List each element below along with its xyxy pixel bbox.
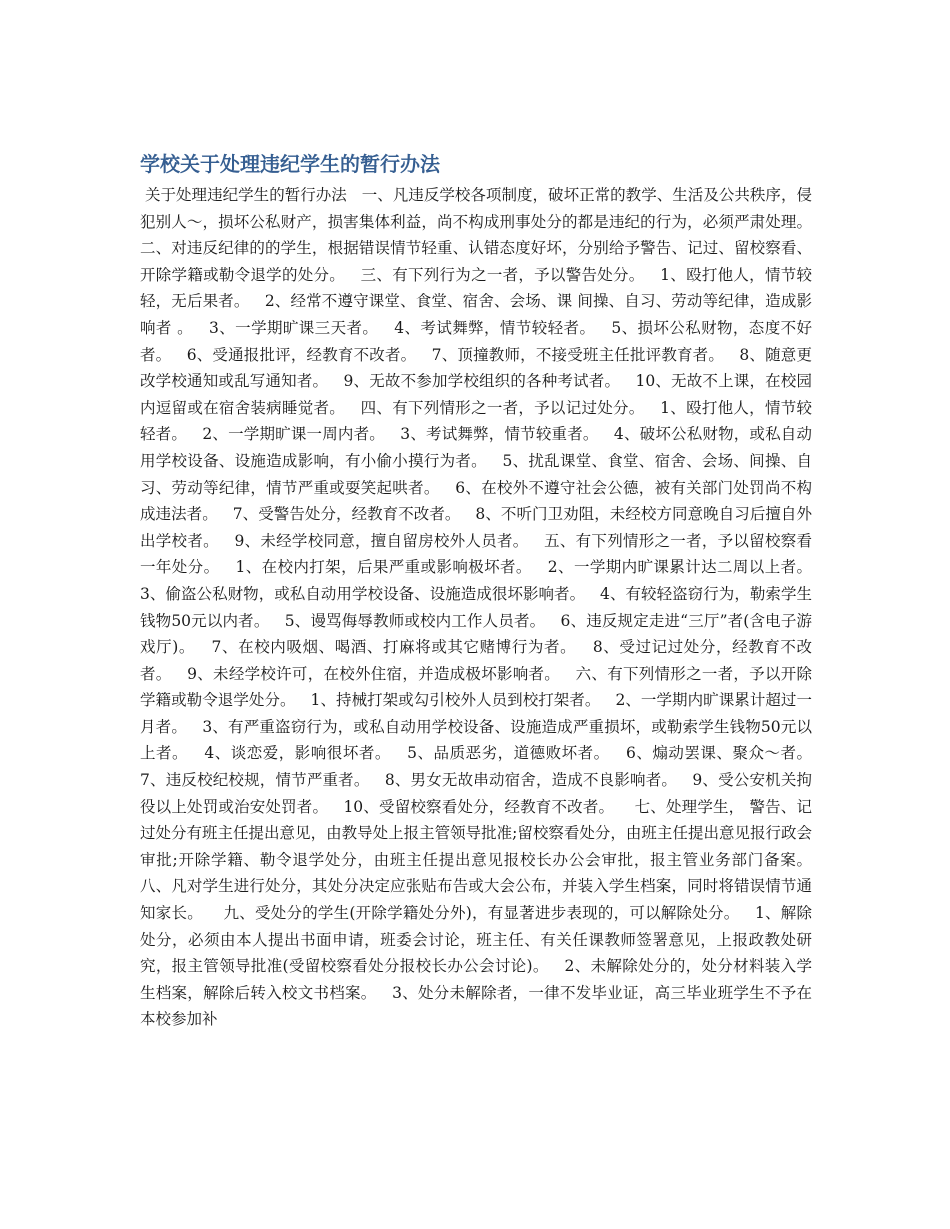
document-body: 关于处理违纪学生的暂行办法 一、凡违反学校各项制度，破坏正常的教学、生活及公共秩序，侵犯别人～，损坏公私财产，损害集体利益，尚不构成刑事处分的都是违纪的行为，必须严肃处理。 二、对违反纪律的的学生，根据错误情节轻重、认错态度好坏，分别给予警告、记过、留校察看、开除学籍或勒令退学的处分。 三、有下列行为之一者，予以警告处分。 1、殴打他人，情节较轻，无后果者。 2、经常不遵守课堂、食堂、宿舍、会场、课 间操、自习、劳动等纪律，造成影响者 。 3、一学期旷课三天者。 4、考试舞弊，情节较轻者。 5、损坏公私财物，态度不好者。 6、受通报批评，经教育不改者。 7、顶撞教师，不接受班主任批评教育者。 8、随意更改学校通知或乱写通知者。 9、无故不参加学校组织的各种考试者。 10、无故不上课，在校园内逗留或在宿舍装病睡觉者。 四、有下列情形之一者，予以记过处分。 1、殴打他人，情节较轻者。 2、一学期旷课一周内者。 3、考试舞弊，情节较重者。 4、破坏公私财物，或私自动用学校设备、设施造成影响，有小偷小摸行为者。 5、扰乱课堂、食堂、宿舍、会场、间操、自习、劳动等纪律，情节严重或耍笑起哄者。 6、在校外不遵守社会公德，被有关部门处罚尚不构成违法者。 7、受警告处分，经教育不改者。 8、不听门卫劝阻，未经校方同意晚自习后擅自外出学校者。 9、未经学校同意，擅自留房校外人员者。 五、有下列情形之一者，予以留校察看一年处分。 1、在校内打架，后果严重或影响极坏者。 2、一学期内旷课累计达二周以上者。 3、偷盗公私财物，或私自动用学校设备、设施造成很坏影响者。 4、有较轻盗窃行为，勒索学生钱物50元以内者。 5、谩骂侮辱教师或校内工作人员者。 6、违反规定走进“三厅”者(含电子游戏厅)。 7、在校内吸烟、喝酒、打麻将或其它赌博行为者。 8、受过记过处分，经教育不改者。 9、未经学校许可，在校外住宿，并造成极坏影响者。 六、有下列情形之一者，予以开除学籍或勒令退学处分。 1、持械打架或勾引校外人员到校打架者。 2、一学期内旷课累计超过一月者。 3、有严重盗窃行为，或私自动用学校设备、设施造成严重损坏，或勒索学生钱物50元以上者。 4、谈恋爱，影响很坏者。 5、品质恶劣，道德败坏者。 6、煽动罢课、聚众～者。 7、违反校纪校规，情节严重者。 8、男女无故串动宿舍，造成不良影响者。 9、受公安机关拘役以上处罚或治安处罚者。 10、受留校察看处分，经教育不改者。 七、处理学生， 警告、记过处分有班主任提出意见，由教导处上报主管领导批准;留校察看处分，由班主任提出意见报行政会审批;开除学籍、勒令退学处分，由班主任提出意见报校长办公会审批，报主管业务部门备案。 八、凡对学生进行处分，其处分决定应张贴布告或大会公布，并装入学生档案，同时将错误情节通知家长。 九、受处分的学生(开除学籍处分外)，有显著进步表现的，可以解除处分。 1、解除处分，必须由本人提出书面申请，班委会讨论，班主任、有关任课教师签署意见，上报政教处研究，报主管领导批准(受留校察看处分报校长办公会讨论)。 2、未解除处分的，处分材料装入学生档案，解除后转入校文书档案。 3、处分未解除者，一律不发毕业证，高三毕业班学生不予在本校参加补: [140, 186, 832, 1029]
document-title: 学校关于处理违纪学生的暂行办法: [140, 152, 440, 176]
